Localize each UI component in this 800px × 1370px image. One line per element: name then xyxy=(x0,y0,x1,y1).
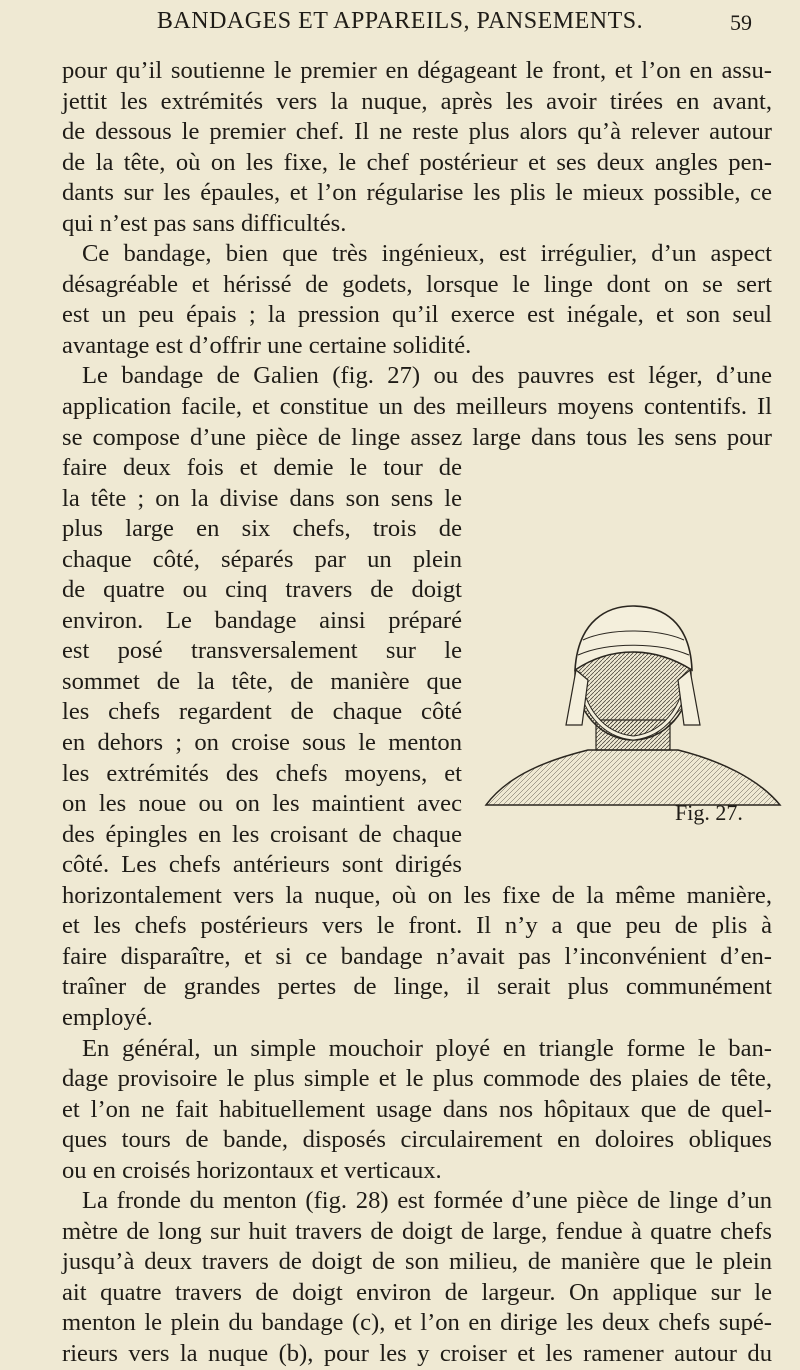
text-line: application facile, et constitue un des meilleurs moyens contentifs. Il xyxy=(62,393,772,421)
text-line: et l’on ne fait habituellement usage dans nos hôpitaux que de quel- xyxy=(62,1095,772,1123)
text-line: des épingles en les croisant de chaque xyxy=(62,820,462,848)
running-title: BANDAGES ET APPAREILS, PANSEMENTS. xyxy=(156,8,644,34)
running-head xyxy=(0,4,800,44)
text-line: ques tours de bande, disposés circulairement en doloires obliques xyxy=(62,1126,772,1154)
text-line: mètre de long sur huit travers de doigt de large, fendue à quatre chefs xyxy=(62,1217,772,1245)
text-line: la tête ; on la divise dans son sens le xyxy=(62,484,462,512)
text-line: sommet de la tête, de manière que xyxy=(62,667,462,695)
text-line: de la tête, où on les fixe, le chef postérieur et ses deux angles pen- xyxy=(62,148,772,176)
page-number: 59 xyxy=(730,10,752,35)
text-line: ait quatre travers de doigt environ de largeur. On applique sur le xyxy=(62,1278,772,1306)
text-line: de quatre ou cinq travers de doigt xyxy=(62,576,462,604)
text-line: les extrémités des chefs moyens, et xyxy=(62,759,462,787)
shoulders-shape xyxy=(486,750,780,805)
text-line: dants sur les épaules, et l’on régularise les plis le mieux possible, ce xyxy=(62,179,772,207)
text-line: ou en croisés horizontaux et verticaux. xyxy=(62,1156,442,1184)
text-line: faire disparaître, et si ce bandage n’avait pas l’inconvénient d’en- xyxy=(62,942,772,970)
text-line: et les chefs postérieurs vers le front. Il n’y a que peu de plis à xyxy=(62,912,772,940)
text-line: Le bandage de Galien (fig. 27) ou des pauvres est léger, d’une xyxy=(82,362,772,390)
text-line: est un peu épais ; la pression qu’il exerce est inégale, et son seul xyxy=(62,301,772,329)
text-line: jusqu’à deux travers de doigt de son milieu, de manière que le plein xyxy=(62,1248,772,1276)
text-line: environ. Le bandage ainsi préparé xyxy=(62,606,462,634)
text-line: désagréable et hérissé de godets, lorsque le linge dont on se sert xyxy=(62,270,772,298)
text-line: pour qu’il soutienne le premier en dégageant le front, et l’on en assu- xyxy=(62,57,772,84)
text-line: Ce bandage, bien que très ingénieux, est irrégulier, d’un aspect xyxy=(82,240,772,268)
text-line: avantage est d’offrir une certaine solidité. xyxy=(62,331,472,359)
text-line: plus large en six chefs, trois de xyxy=(62,515,462,543)
text-line: côté. Les chefs antérieurs sont dirigés xyxy=(62,851,462,879)
text-line: traîner de grandes pertes de linge, il serait plus communément xyxy=(62,973,772,1001)
text-line: jettit les extrémités vers la nuque, après les avoir tirées en avant, xyxy=(62,87,772,115)
text-line: menton le plein du bandage (c), et l’on en dirige les deux chefs supé- xyxy=(62,1309,772,1337)
text-line: chaque côté, séparés par un plein xyxy=(62,545,462,573)
figure-caption: Fig. 27. xyxy=(675,800,743,825)
text-line: les chefs regardent de chaque côté xyxy=(62,698,462,726)
text-line: en dehors ; on croise sous le menton xyxy=(62,729,462,757)
text-line: faire deux fois et demie le tour de xyxy=(62,454,462,482)
text-line: employé. xyxy=(62,1003,153,1031)
text-line: dage provisoire le plus simple et le plus commode des plaies de tête, xyxy=(62,1065,772,1093)
text-line: rieurs vers la nuque (b), pour les y croiser et les ramener autour du xyxy=(62,1339,772,1367)
text-line: En général, un simple mouchoir ployé en triangle forme le ban- xyxy=(82,1034,772,1062)
text-line: est posé transversalement sur le xyxy=(62,637,462,665)
text-line: horizontalement vers la nuque, où on les fixe de la même manière, xyxy=(62,881,772,909)
text-line: La fronde du menton (fig. 28) est formée d’une pièce de linge d’un xyxy=(82,1187,772,1215)
text-line: se compose d’une pièce de linge assez large dans tous les sens pour xyxy=(62,423,772,451)
text-line: on les noue ou on les maintient avec xyxy=(62,790,462,818)
text-line: qui n’est pas sans difficultés. xyxy=(62,209,347,237)
text-line: de dessous le premier chef. Il ne reste plus alors qu’à relever autour xyxy=(62,118,772,146)
bandage-illustration xyxy=(478,600,788,810)
